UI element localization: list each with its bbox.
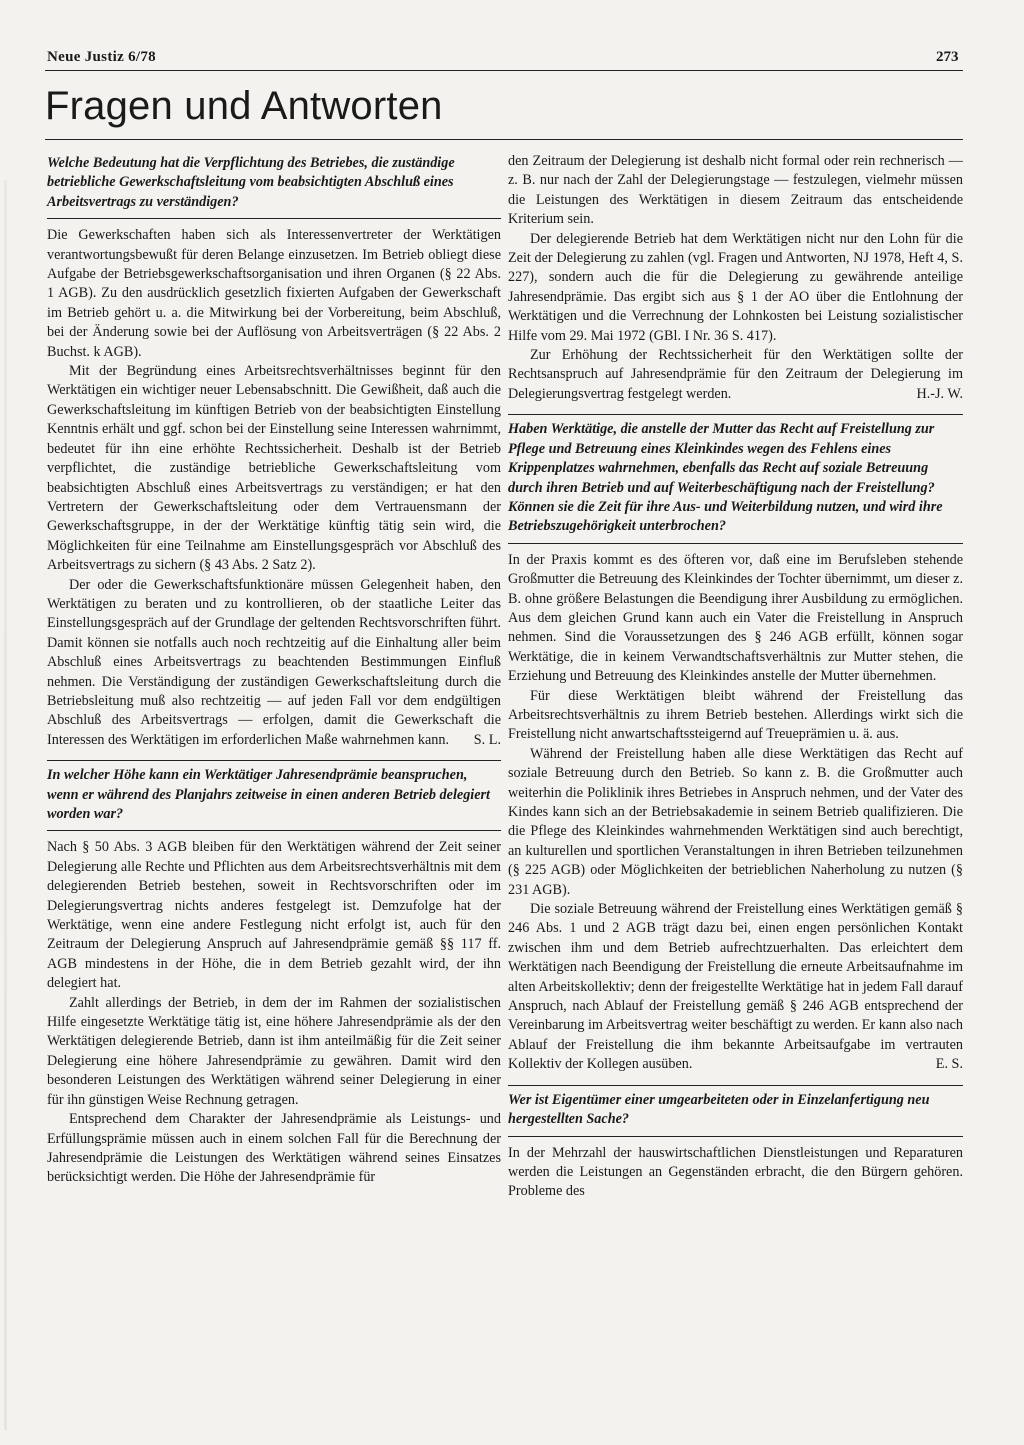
left-column (47, 152, 501, 1188)
answer-2-paragraph-6-text: Zur Erhöhung der Rechtssicherheit für den Werktätigen sollte der Rechtsanspruch auf Jahresendprämie für den Zeitraum der Delegierung im Delegierungsvertrag festgelegt werden. (508, 347, 963, 402)
scan-edge-shadow (4, 180, 7, 1430)
question-3: Haben Werktätige, die anstelle der Mutter das Recht auf Freistellung zur Pflege und Betreuung eines Kleinkindes wegen des Fehlens eines Krippenplatzes wahrnehmen, ebenfalls das Recht auf soziale Betreuung durch ihren Betrieb und auf Weiterbeschäftigung nach der Freistellung? Können sie die Zeit für ihre Aus- und Weiterbildung nutzen, und wird ihre Betriebszugehörigkeit unterbrochen? (508, 414, 963, 543)
spacer (47, 750, 501, 760)
answer-1-paragraph-3 (47, 576, 501, 751)
answer-2-paragraph-5: Der delegierende Betrieb hat dem Werktätigen nicht nur den Lohn für die Zeit der Delegierung zu zahlen (vgl. Fragen und Antworten, NJ 1978, Heft 4, S. 227), sondern auch die für die Delegierung zu gewährende anteilige Jahresendprämie. Das ergibt sich aus § 1 der AO über die Entlohnung der Werktätigen und die Verrechnung der Lohnkosten bei Leistung sozialistischer Hilfe vom 29. Mai 1972 (GBl. I Nr. 36 S. 417). (508, 230, 963, 344)
answer-3-paragraph-3: Während der Freistellung haben alle diese Werktätigen das Recht auf soziale Betreuung durch den Betrieb. So kann z. B. die Großmutter auch weiterhin die Poliklinik ihres Betriebes in Anspruch nehmen, und der Vater des Kindes kann sich an der Betriebsakademie in seinem Betrieb qualifizieren. Die die Pflege des Kleinkindes wahrnehmenden Werktätigen sind auch berechtigt, an kulturellen und sportlichen Veranstaltungen in ihren Betrieben teilzunehmen (§ 225 AGB) oder Möglichkeiten der betrieblichen Naherholung zu nutzen (§ 231 AGB). (508, 745, 963, 898)
answer-1-paragraph-2: Mit der Begründung eines Arbeitsrechtsverhältnisses beginnt für den Werktätigen ein wichtiger neuer Lebensabschnitt. Die Gewißheit, daß auch die Gewerkschaftsleitung im künftigen Betrieb von der beabsichtigten Einstellung Kenntnis erhält und ggf. schon bei der Einstellung seine Interessen wahrnimmt, bedeutet für ihn eine erhöhte Rechtssicherheit. Deshalb ist der Betrieb verpflichtet, die zuständige betriebliche Gewerkschaftsleitung vom beabsichtigten Abschluß eines Arbeitsvertrags zu verständigen; er hat den Vertretern der Gewerkschaftsleitung oder dem Vertrauensmann der Gewerkschaftsgruppe, in der der Werktätige künftig tätig sein wird, die Möglichkeiten für eine Teilnahme am Einstellungsgespräch vor Abschluß des Arbeitsvertrags zu sichern (§ 43 Abs. 2 Satz 2). (47, 363, 501, 574)
title-divider (45, 139, 963, 140)
spacer (508, 404, 963, 414)
journal-header: Neue Justiz 6/78 (47, 49, 156, 65)
answer-3-signature: E. S. (935, 1056, 963, 1073)
answer-2-paragraph-6 (508, 346, 963, 404)
page-number: 273 (936, 49, 959, 65)
right-column (508, 152, 963, 1202)
answer-3-paragraph-4-text: Die soziale Betreuung während der Freistellung eines Werktätigen gemäß § 246 Abs. 1 und 2 AGB trägt dazu bei, einen engen persönlichen Kontakt zwischen ihm und dem Betrieb aufrechtzuerhalten. Das erleichtert dem Werktätigen nach Beendigung der Freistellung die erneute Arbeitsaufnahme im alten Arbeitskollektiv; denn der freigestellte Werktätige hat in jedem Fall darauf Anspruch, nach Ablauf der Freistellung gemäß § 246 AGB entsprechend der Vereinbarung im Arbeitsvertrag weiter beschäftigt zu werden. Er kann also nach Ablauf der Freistellung die ihm bekannte Arbeitsaufgabe im vertrauten Kollektiv der Kollegen ausüben. (508, 901, 964, 1073)
answer-2-signature: H.-J. W. (916, 385, 963, 402)
answer-3-paragraph-2: Für diese Werktätigen bleibt während der Freistellung das Arbeitsrechtsverhältnis zu ihrem Betrieb bestehen. Allerdings wirkt sich die Freistellung nicht anwartschaftssteigernd auf Treueprämien u. ä. aus. (508, 687, 963, 743)
answer-1-paragraph-3-text: Der oder die Gewerkschaftsfunktionäre müssen Gelegenheit haben, den Werktätigen zu beraten und zu kontrollieren, ob der staatliche Leiter das Einstellungsgespräch auf der Grundlage der geltenden Rechtsvorschriften führt. Damit können sie notfalls auch noch rechtzeitig auf die Einhaltung aller beim Abschluß eines Arbeitsvertrags zu beachtenden Bestimmungen Einfluß nehmen. Die Verständigung der zuständigen Gewerkschaftsleitung durch die Betriebsleitung muß also rechtzeitig — auf jeden Fall vor dem endgültigen Abschluß des Arbeitsvertrags — erfolgen, damit die Gewerkschaft die Interessen des Werktätigen im erforderlichen Maße wahrnehmen kann. (47, 576, 501, 748)
answer-2-paragraph-3: Entsprechend dem Charakter der Jahresendprämie als Leistungs- und Erfüllungsprämie müssen auch in einem solchen Fall für die Berechnung der Jahresendprämie die Leistungen des Werktätigen während seines Einsatzes berücksichtigt werden. Die Höhe der Jahresendprämie für (47, 1111, 501, 1186)
answer-3-paragraph-4 (508, 900, 963, 1075)
answer-3-paragraph-1: In der Praxis kommt es des öfteren vor, daß eine im Berufsleben stehende Großmutter die Betreuung des Kleinkindes der Tochter übernimmt, um dieser z. B. ohne größere Belastungen die Beendigung ihrer Ausbildung zu ermöglichen. Aus dem gleichen Grund kann auch ein Vater die Freistellung in Anspruch nehmen. Sind die Voraussetzungen des § 246 AGB erfüllt, können sogar Werktätige, die in keinem Verwandtschaftsverhältnis zur Mutter stehen, die Erziehung und Betreuung des Kleinkindes anstelle der Mutter übernehmen. (508, 551, 963, 685)
section-title: Fragen und Antworten (45, 84, 443, 128)
answer-2-paragraph-4: den Zeitraum der Delegierung ist deshalb nicht formal oder rein rechnerisch — z. B. nur nach der Zahl der Delegierungstage — festzulegen, vielmehr müssen die Leistungen des Werktätigen in diesem Zeitraum das entscheidende Kriterium sein. (508, 153, 963, 228)
question-4: Wer ist Eigentümer einer umgearbeiteten oder in Einzelanfertigung neu hergestellten Sache? (508, 1085, 963, 1137)
header-divider (45, 70, 963, 71)
question-2: In welcher Höhe kann ein Werktätiger Jahresendprämie beanspruchen, wenn er während des Planjahrs zeitweise in einen anderen Betrieb delegiert worden war? (47, 760, 501, 831)
answer-4-paragraph-1: In der Mehrzahl der hauswirtschaftlichen Dienstleistungen und Reparaturen werden die Leistungen an Gegenständen erbracht, die den Bürgern gehören. Probleme des (508, 1144, 963, 1200)
spacer (508, 1075, 963, 1085)
answer-2-paragraph-2: Zahlt allerdings der Betrieb, in dem der im Rahmen der sozialistischen Hilfe eingesetzte Werktätige tätig ist, eine höhere Jahresendprämie als der den Werktätigen delegierende Betrieb, dann ist ihm anteilmäßig für die Zeit seiner Delegierung eine höhere Jahresendprämie zu gewähren. Damit wird den besonderen Leistungen des Werktätigen während seiner Delegierung in einer für ihn günstigen Weise Rechnung getragen. (47, 994, 501, 1108)
question-1: Welche Bedeutung hat die Verpflichtung des Betriebes, die zuständige betriebliche Gewerkschaftsleitung vom beabsichtigten Abschluß eines Arbeitsvertrags zu verständigen? (47, 152, 501, 219)
answer-1-signature: S. L. (473, 731, 501, 748)
answer-1-paragraph-1: Die Gewerkschaften haben sich als Interessenvertreter der Werktätigen verantwortungsbewußt für deren Belange einzusetzen. Im Betrieb obliegt diese Aufgabe der Betriebsgewerkschaftsorganisation und ihren Organen (§ 22 Abs. 1 AGB). Zu den ausdrücklich gesetzlich fixierten Aufgaben der Gewerkschaft im Betrieb gehört u. a. die Mitwirkung bei der Vorbereitung, beim Abschluß, bei der Änderung sowie bei der Auflösung von Arbeitsverträgen (§ 22 Abs. 2 Buchst. k AGB). (47, 227, 501, 360)
answer-2-paragraph-1: Nach § 50 Abs. 3 AGB bleiben für den Werktätigen während der Zeit seiner Delegierung alle Rechte und Pflichten aus dem Arbeitsrechtsverhältnis mit dem delegierenden Betrieb bestehen, soweit in Rechtsvorschriften oder im Delegierungsvertrag nichts anderes festgelegt ist. Demzufolge hat der Werktätige, wenn eine andere Festlegung nicht erfolgt ist, auch für den Zeitraum der Delegierung Anspruch auf Jahresendprämie gemäß §§ 117 ff. AGB mindestens in der Höhe, die in dem Betrieb gezahlt wird, der ihn delegiert hat. (47, 839, 501, 992)
